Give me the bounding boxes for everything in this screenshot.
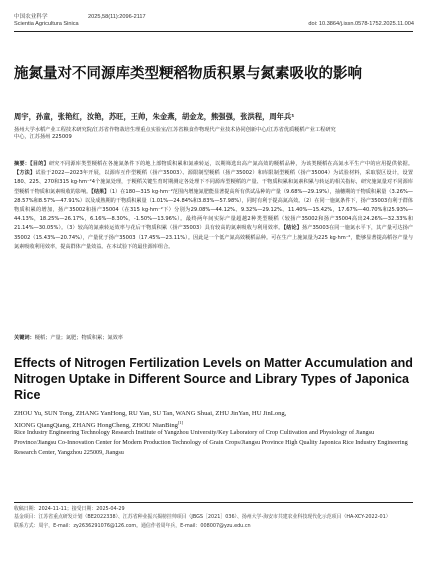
article-title-cn: 施氮量对不同源库类型粳稻物质积累与氮素吸收的影响 <box>14 66 362 82</box>
footnotes <box>14 505 413 530</box>
doi-text: doi: 10.3864/j.issn.0578-1752.2025.11.004 <box>308 21 414 27</box>
journal-meta-row <box>14 21 414 28</box>
authors-en-line1: ZHOU Yu, SUN Tong, ZHANG YanHong, RU Yan, SU Tan, WANG Shuai, ZHU JinYan, HU JinLong, <box>14 410 287 417</box>
authors-en <box>14 409 413 430</box>
keywords-cn <box>14 335 413 342</box>
abstract-method-label: 【方法】 <box>14 170 36 177</box>
abstract-cn <box>14 160 413 252</box>
abstract-objective: 研究不同源库类型粳稻在各施氮条件下的地上部物质积累和氮素转运，以期筛选出高产氮高效的粳稻品种，为该类粳稻在高氮水平生产中的应用提供依据。 <box>48 161 413 167</box>
abstract-conclusion-label: 【结论】 <box>283 225 302 232</box>
affiliation-en: Rice Industry Engineering Technology Research Institute of Yangzhou University/Key Laboratory of Crop Cultivation and Physiology of Jiangsu Province/Jiangsu Co-Innovation Center for Modern Production Technology of Grain Crops/Jiangsu Province High Quality Japonica Rice Industry Engineering Research Center, Yangzhou 225009, Jiangsu <box>14 429 408 456</box>
abstract-result-label: 【结果】 <box>91 188 110 195</box>
authors-en-sup: [1] <box>177 420 184 425</box>
abstract-method: 试验于2022—2023年开展，以源库互作型粳稻（扬产35003）、源限制型粳稻（扬产35002）和库限制型粳稻（扬产35004）为试验材料，采取裂区设计，设置180、225、270和315 kg·hm⁻²4个施氮处理，于粳稻关键生育时期测定各处理下不同源库型粳稻的产量、干物质积累和氮素积累与转运的相关指标，研究施氮量对不同源库型粳稻干物质和氮素吸收的影响。 <box>14 170 413 195</box>
authors-cn: 周宇，孙童，张艳红，汝艳，苏旺，王帅，朱金燕，胡金龙，熊强强，张洪程，周年兵¹ <box>14 112 295 121</box>
abstract-label: 摘要： <box>14 161 31 167</box>
journal-name-cn: 中国农业科学 <box>14 14 48 20</box>
abstract-conclusion: 扬产35003在同一施氮水平下，其产量可达扬产35002（15.43%—20.74%），产量优于扬产35003（17.45%—23.11%）。因此是一个低产氮高效粳稻品种。可在生产上施氮量为225 kg·hm⁻²，能够显著提高稻谷产量与氮素吸收利用效率，提高群体产量效益。在本试验下的最佳源库组合。 <box>14 225 413 250</box>
header-rule <box>14 31 413 32</box>
footnote-contact: 联系方式：周宇，E-mail：zy2636291076@126.com。通信作者周年兵，E-mail：008007@yzu.edu.cn <box>14 522 251 529</box>
keywords-text: 粳稻；产量；氮肥；物质积累；氮效率 <box>34 335 123 341</box>
abstract-objective-label: 【目的】 <box>30 161 49 167</box>
affiliation-cn-line1: 扬州大学水稻产业工程技术研究院/江苏省作物栽培生理重点实验室/江苏省粮食作物现代产业技术协同创新中心/江苏省优质粳稻产业工程研究 <box>14 127 336 133</box>
footnote-received: 收稿日期：2024-11-11；接受日期：2025-04-29 <box>14 506 125 512</box>
journal-name-en: Scientia Agricultura Sinica <box>14 21 79 27</box>
abstract-result: （1）在180—315 kg·hm⁻²范围内增施氮肥能显著提高所有供试品种的产量（9.68%—29.19%），抽穗期的干物质积累量（3.26%—28.57%和8.57%—47.91%）以及成熟期的干物质积累量（1.01%—24.84%和3.83%—57.98%），同时有利于提高氮高效。（2）在同一施氮条件下，扬产35003有利于群体物质积累的增加，扬产35002和扬产35004（在315 kg·hm⁻²下）分别为29.08%—44.12%、9.32%—29.12%、11.40%—15.42%，17.67%—40.70%和25.93%—44.13%，18.25%—26.17%，6.16%—8.30%，-1.50%—13.96%）。最终两年间实际产量超越2种类型粳稻（较扬产35002和扬产35004高出24.26%—32.33%和21.14%—30.05%）。（3）较高的氮素转运效率与花后干物质积累（扬产35003）具有较高的氮素吸收与利用效率。 <box>14 188 413 232</box>
affiliation-cn <box>14 127 413 141</box>
footnote-rule <box>14 502 413 503</box>
authors-en-line2-text: XIONG QiangQiang, ZHANG HongCheng, ZHOU NianBing <box>14 422 178 430</box>
affiliation-cn-line2: 中心，江苏扬州 225009 <box>14 134 72 141</box>
article-title-en: Effects of Nitrogen Fertilization Levels on Matter Accumulation and Nitrogen Uptake in Different Source and Library Types of Japonica Rice <box>14 356 413 402</box>
keywords-label: 关键词： <box>14 335 35 341</box>
journal-issue: 2025,58(11):2096-2117 <box>88 14 146 20</box>
journal-header <box>14 14 414 27</box>
footnote-funding: 基金项目：江苏省重点研发计划（BE2022338）、江苏省种业振兴揭榜挂帅项目（JBGS［2021］036）、扬州大学-海安市共建农业科技现代化示范项目（HA-XCY-2022-01） <box>14 514 391 521</box>
